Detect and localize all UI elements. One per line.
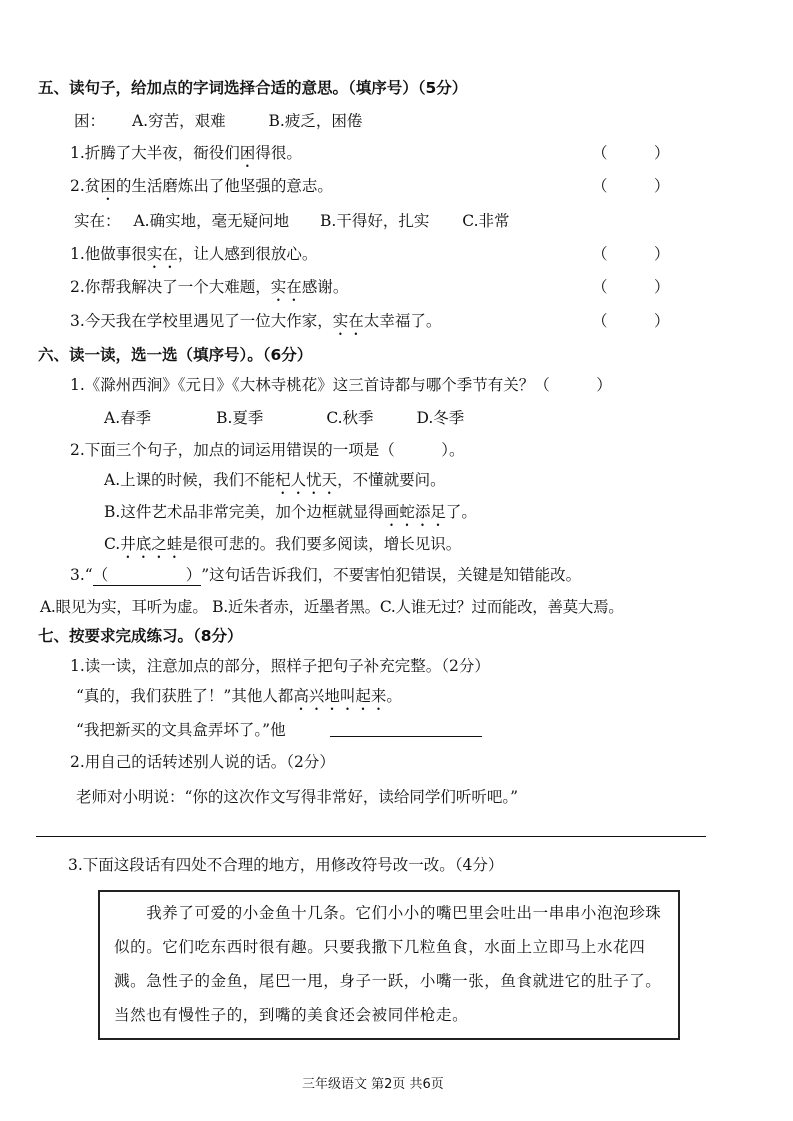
s6-question-3: [70, 565, 581, 586]
s7-example-text-end: 。: [386, 687, 402, 705]
s5-question-1: [70, 143, 302, 171]
s5-question-2: [70, 176, 333, 204]
s5-q2-text: 2.贫: [70, 177, 101, 195]
shizai-definitions: [74, 211, 510, 231]
s5-q3-text: 1.他做事很: [70, 245, 147, 263]
s5-q4-text-end: 感谢。: [301, 278, 349, 296]
s5-q2-answer-paren[interactable]: （ ）: [592, 177, 670, 195]
passage-box: [98, 890, 680, 1040]
s6-q2b-dotted: 画蛇添足: [383, 503, 446, 521]
page-footer: 三年级语文 第2页 共6页: [302, 1077, 444, 1092]
s7-q2-answer-line[interactable]: [36, 836, 706, 837]
s6-q2c-dotted: 井底之蛙: [120, 535, 183, 553]
s7-teacher-quote: 老师对小明说：“你的这次作文写得非常好，读给同学们听听吧。”: [76, 788, 519, 806]
s6-q2-option-a: [104, 470, 446, 498]
s6-q3-blank[interactable]: （ ）: [92, 566, 202, 584]
s6-option-c[interactable]: C.秋季: [326, 409, 374, 427]
section-7-heading: 七、按要求完成练习。（8分）: [38, 627, 243, 645]
s5-q5-text-end: 太幸福了。: [363, 312, 442, 330]
shizai-option-c: C.非常: [462, 212, 510, 230]
s6-q3-options: A.眼见为实，耳听为虚。 B.近朱者赤，近墨者黑。C.人谁无过？过而能改，善莫大焉。: [40, 598, 624, 616]
section-6-heading: 六、读一读，选一选（填序号）。（6分）: [38, 346, 313, 364]
s5-q5-dotted: 实在: [332, 312, 364, 330]
s6-q3-open-quote: 3.“: [70, 566, 93, 584]
s5-q4-dotted: 实在: [270, 278, 302, 296]
shizai-label: 实在：: [74, 212, 121, 230]
s6-question-1: 1.《滁州西涧》《元日》《大林寺桃花》这三首诗都与哪个季节有关？（ ）: [70, 376, 612, 394]
s5-q1-text-end: 得很。: [255, 144, 302, 162]
s6-q2c-text-end: 是很可悲的。我们要多阅读，增长见识。: [182, 535, 462, 553]
s5-q1-dotted: 困: [239, 144, 256, 162]
s5-question-4: [70, 277, 348, 305]
s5-question-5: [70, 311, 441, 339]
s7-question-1: 1.读一读，注意加点的部分，照样子把句子补充完整。（2分）: [70, 657, 490, 675]
s6-q1-options: [104, 408, 464, 428]
s6-q2b-text-end: 了。: [445, 503, 477, 521]
s5-q2-text-end: 的生活磨炼出了他坚强的意志。: [115, 177, 333, 195]
s5-q5-answer-paren[interactable]: （ ）: [592, 312, 670, 330]
s5-q3-answer-paren[interactable]: （ ）: [592, 245, 670, 263]
s5-q1-text: 1.折腾了大半夜，衙役们: [70, 144, 240, 162]
s5-question-3: [70, 244, 317, 272]
s7-fill-answer-line[interactable]: [330, 736, 482, 737]
s5-q3-dotted: 实在: [146, 245, 178, 263]
s6-q2b-text: B.这件艺术品非常完美，加个边框就显得: [104, 503, 384, 521]
s6-option-b[interactable]: B.夏季: [216, 409, 264, 427]
s6-q2-option-c: C.井底之蛙是很可悲的。我们要多阅读，增长见识。: [104, 535, 462, 553]
s6-option-a[interactable]: A.春季: [104, 409, 152, 427]
s6-q2a-dotted: 杞人忧天: [275, 471, 338, 489]
s7-fill-text: “我把新买的文具盒弄坏了。”他: [76, 721, 286, 739]
shizai-option-a: A.确实地，毫无疑问地: [133, 212, 290, 230]
s5-q4-text: 2.你帮我解决了一个大难题，: [70, 278, 271, 296]
s6-q3-text: ”这句话告诉我们，不要害怕犯错误，关键是知错能改。: [201, 566, 582, 584]
s5-q2-dotted: 困: [100, 177, 116, 195]
s5-q3-text-end: ，让人感到很放心。: [177, 245, 318, 263]
section-5-heading: 五、读句子，给加点的字词选择合适的意思。（填序号）（5分）: [38, 79, 468, 97]
s6-q2-option-b: [104, 502, 477, 530]
s6-question-2: 2.下面三个句子，加点的词运用错误的一项是（ ）。: [70, 441, 465, 459]
passage-text[interactable]: 我养了可爱的小金鱼十几条。它们小小的嘴巴里会吐出一串串小泡泡珍珠似的。它们吃东西时很有趣。只要我撒下几粒鱼食，水面上立即马上水花四溅。急性子的金鱼，尾巴一甩，身子一跃，小嘴一张，鱼食就进它的肚子了。当然也有慢性子的，到嘴的美食还会被同伴枪走。: [114, 904, 662, 1024]
s5-q4-answer-paren[interactable]: （ ）: [592, 278, 670, 296]
kun-option-a: A.穷苦，艰难: [131, 112, 226, 130]
s6-q2a-text: A.上课的时候，我们不能: [104, 471, 276, 489]
kun-label: 困：: [74, 112, 106, 130]
s7-question-2: 2.用自己的话转述别人说的话。（2分）: [70, 753, 335, 771]
shizai-option-b: B.干得好，扎实: [320, 212, 430, 230]
s7-question-3: 3.下面这段话有四处不合理的地方，用修改符号改一改。（4分）: [68, 856, 504, 874]
s7-example-sentence: [76, 686, 402, 714]
s6-q2a-text-end: ，不懂就要问。: [337, 471, 446, 489]
s7-fill-sentence: [76, 720, 286, 740]
s7-example-dotted: 高兴地叫起来: [293, 687, 387, 705]
kun-option-b: B.疲乏，困倦: [268, 112, 363, 130]
s5-q5-text: 3.今天我在学校里遇见了一位大作家，: [70, 312, 333, 330]
s6-option-d[interactable]: D.冬季: [416, 409, 465, 427]
s5-q1-answer-paren[interactable]: （ ）: [592, 144, 670, 162]
s7-example-text: “真的，我们获胜了！”其他人都: [76, 687, 294, 705]
kun-definitions: [74, 111, 362, 131]
